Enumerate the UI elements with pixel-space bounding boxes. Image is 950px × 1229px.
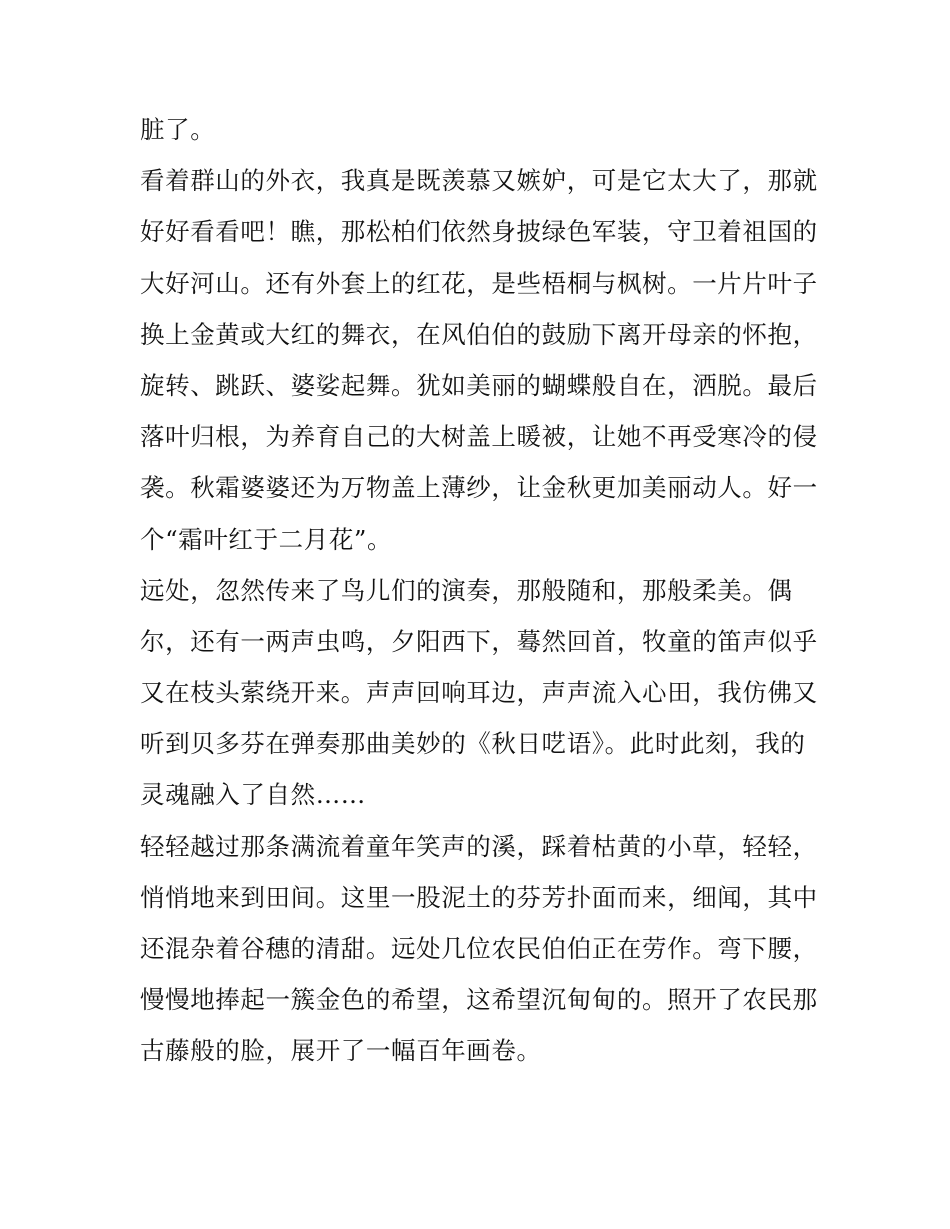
text-line: 又在枝头萦绕开来。声声回响耳边，声声流入心田，我仿佛又 (140, 678, 818, 708)
text-line: 袭。秋霜婆婆还为万物盖上薄纱，让金秋更加美丽动人。好一 (140, 473, 818, 503)
text-line: 看着群山的外衣，我真是既羡慕又嫉妒，可是它太大了，那就 (140, 166, 818, 196)
text-line: 远处，忽然传来了鸟儿们的演奏，那般随和，那般柔美。偶 (140, 575, 793, 605)
essay-body (140, 104, 818, 1077)
text-line: 灵魂融入了自然…… (140, 780, 366, 810)
text-line: 大好河山。还有外套上的红花，是些梧桐与枫树。一片片叶子 (140, 268, 818, 298)
text-line: 慢慢地捧起一簇金色的希望，这希望沉甸甸的。照开了农民那 (140, 985, 818, 1015)
text-line: 旋转、跳跃、婆娑起舞。犹如美丽的蝴蝶般自在，洒脱。最后 (140, 370, 818, 400)
text-line: 落叶归根，为养育自己的大树盖上暖被，让她不再受寒冷的侵 (140, 422, 818, 452)
text-line: 古藤般的脸，展开了一幅百年画卷。 (140, 1036, 542, 1066)
text-line: 脏了。 (140, 115, 216, 144)
text-line: 个“霜叶红于二月花”。 (140, 524, 393, 554)
text-line: 还混杂着谷穗的清甜。远处几位农民伯伯正在劳作。弯下腰， (140, 934, 818, 963)
text-line: 换上金黄或大红的舞衣，在风伯伯的鼓励下离开母亲的怀抱， (140, 319, 818, 349)
text-line: 尔，还有一两声虫鸣，夕阳西下，蓦然回首，牧童的笛声似乎 (140, 626, 818, 656)
text-line: 好好看看吧！瞧，那松柏们依然身披绿色军装，守卫着祖国的 (140, 217, 818, 247)
text-line: 听到贝多芬在弹奏那曲美妙的《秋日呓语》。此时此刻，我的 (140, 729, 806, 759)
text-line: 悄悄地来到田间。这里一股泥土的芬芳扑面而来，细闻，其中 (140, 882, 818, 912)
text-line: 轻轻越过那条满流着童年笑声的溪，踩着枯黄的小草，轻轻， (140, 831, 818, 861)
